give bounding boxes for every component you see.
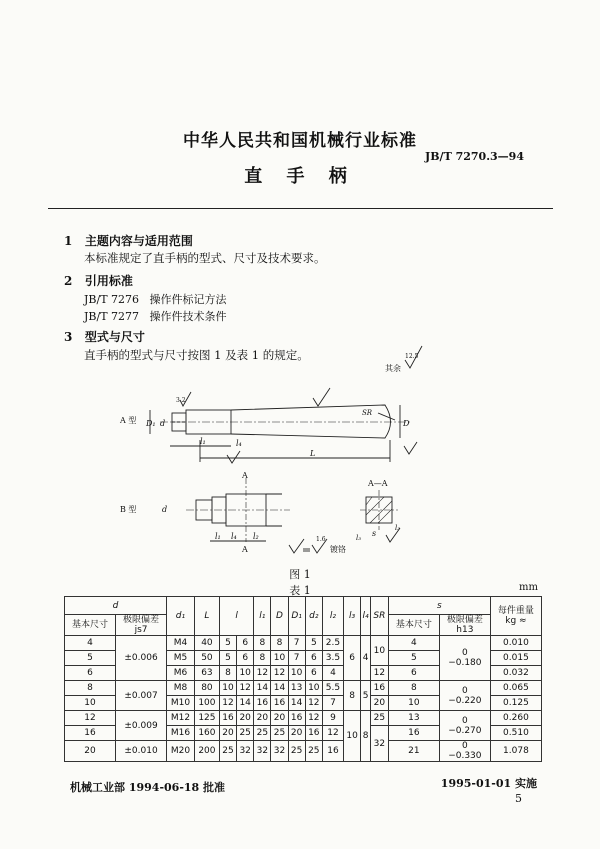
table-cell: 13 bbox=[388, 711, 439, 726]
table-cell: 5 bbox=[361, 681, 371, 711]
table-cell: 9 bbox=[322, 711, 343, 726]
table-cell: 12 bbox=[305, 711, 322, 726]
table-cell: 5 bbox=[305, 636, 322, 651]
table-cell: 32 bbox=[271, 741, 288, 762]
table-cell: 12 bbox=[322, 726, 343, 741]
table-cell: 8 bbox=[254, 636, 271, 651]
section-2-heading: 2 引用标准 bbox=[64, 274, 133, 288]
table-unit: mm bbox=[519, 582, 538, 593]
table-cell: 5 bbox=[219, 636, 236, 651]
table-cell: 16 bbox=[370, 681, 388, 696]
table-cell: M8 bbox=[167, 681, 195, 696]
table-cell: 0.015 bbox=[490, 651, 541, 666]
table-cell: 8 bbox=[388, 681, 439, 696]
table-cell: 8 bbox=[271, 636, 288, 651]
th-D1: D₁ bbox=[288, 597, 305, 636]
table-cell: 3.5 bbox=[322, 651, 343, 666]
table-cell: 200 bbox=[194, 741, 219, 762]
table-cell: 12 bbox=[237, 681, 254, 696]
table-cell: 2.5 bbox=[322, 636, 343, 651]
table-cell: 16 bbox=[219, 711, 236, 726]
th-s: s bbox=[388, 597, 490, 615]
table-cell: 0 −0.330 bbox=[439, 741, 490, 762]
table-cell: 50 bbox=[194, 651, 219, 666]
table-cell: 7 bbox=[322, 696, 343, 711]
rough-value-other: 12.5 bbox=[405, 353, 419, 360]
th-s-base: 基本尺寸 bbox=[388, 615, 439, 636]
dim-l3: l₃ bbox=[356, 534, 362, 542]
table-cell: 80 bbox=[194, 681, 219, 696]
table-cell: 8 bbox=[65, 681, 116, 696]
table-cell: M10 bbox=[167, 696, 195, 711]
th-l4: l₄ bbox=[361, 597, 371, 636]
th-L: L bbox=[194, 597, 219, 636]
plating-label: 镀铬 bbox=[330, 545, 346, 554]
th-weight: 每件重量 kg ≈ bbox=[490, 597, 541, 636]
sr-leader bbox=[378, 413, 395, 420]
section-3-heading: 3 型式与尺寸 bbox=[64, 330, 145, 344]
table-cell: ±0.006 bbox=[116, 636, 167, 681]
table-cell: 5 bbox=[219, 651, 236, 666]
dim-d: d bbox=[160, 419, 166, 428]
th-d-dev: 极限偏差 js7 bbox=[116, 615, 167, 636]
th-D: D bbox=[271, 597, 288, 636]
dim-l1-b: l₁ bbox=[215, 532, 221, 541]
label-type-b: B 型 bbox=[120, 505, 137, 514]
th-d: d bbox=[65, 597, 167, 615]
th-d2: d₂ bbox=[305, 597, 322, 636]
dim-s: s bbox=[372, 529, 377, 538]
table-cell: 32 bbox=[254, 741, 271, 762]
table-cell: 6 bbox=[237, 651, 254, 666]
page-number: 5 bbox=[515, 792, 522, 805]
table-cell: 20 bbox=[288, 726, 305, 741]
table-cell: M5 bbox=[167, 651, 195, 666]
table-cell: 16 bbox=[305, 726, 322, 741]
table-cell: 4 bbox=[361, 636, 371, 681]
table-cell: 12 bbox=[370, 666, 388, 681]
table-cell: 13 bbox=[288, 681, 305, 696]
approval-line: 机械工业部 1994-06-18 批准 bbox=[70, 781, 226, 794]
table-cell: 20 bbox=[219, 726, 236, 741]
table-cell: 5.5 bbox=[322, 681, 343, 696]
table-cell: 25 bbox=[288, 741, 305, 762]
table-cell: M20 bbox=[167, 741, 195, 762]
table-cell: 10 bbox=[288, 666, 305, 681]
table-cell: 20 bbox=[65, 741, 116, 762]
table-cell: 125 bbox=[194, 711, 219, 726]
table-cell: 12 bbox=[254, 666, 271, 681]
table-cell: 10 bbox=[237, 666, 254, 681]
figure-caption: 图 1 bbox=[289, 568, 311, 581]
table-cell: 25 bbox=[370, 711, 388, 726]
dim-L: L bbox=[310, 449, 316, 458]
table-cell: 6 bbox=[305, 651, 322, 666]
th-l2: l₂ bbox=[322, 597, 343, 636]
table-cell: 4 bbox=[65, 636, 116, 651]
table-cell: 10 bbox=[65, 696, 116, 711]
table-cell: 16 bbox=[254, 696, 271, 711]
table-cell: 16 bbox=[65, 726, 116, 741]
dim-l1: l₁ bbox=[200, 437, 206, 446]
table-cell: M4 bbox=[167, 636, 195, 651]
table-cell: 0 −0.220 bbox=[439, 681, 490, 711]
table-cell: 12 bbox=[219, 696, 236, 711]
table-cell: 25 bbox=[254, 726, 271, 741]
rough-value-small: 3.2 bbox=[176, 397, 186, 404]
table-cell: 100 bbox=[194, 696, 219, 711]
table-cell: 16 bbox=[271, 696, 288, 711]
th-l: l bbox=[219, 597, 253, 636]
dim-D1: D₁ bbox=[146, 419, 156, 428]
table-cell: 20 bbox=[254, 711, 271, 726]
table-cell: 0 −0.270 bbox=[439, 711, 490, 741]
table-cell: 6 bbox=[388, 666, 439, 681]
table-cell: 10 bbox=[305, 681, 322, 696]
table-cell: 10 bbox=[271, 651, 288, 666]
table-cell: 10 bbox=[344, 711, 361, 762]
table-cell: 12 bbox=[65, 711, 116, 726]
th-l3: l₃ bbox=[344, 597, 361, 636]
reference-7277: JB/T 7277 操作件技术条件 bbox=[84, 310, 227, 323]
effective-line: 1995-01-01 实施 bbox=[440, 777, 537, 790]
section-title: A—A bbox=[368, 479, 388, 488]
standard-org-title: 中华人民共和国机械行业标准 bbox=[183, 131, 417, 151]
label-other: 其余 bbox=[385, 364, 401, 373]
table-cell: 25 bbox=[271, 726, 288, 741]
table-cell: 5 bbox=[388, 651, 439, 666]
table-caption: 表 1 bbox=[289, 584, 311, 597]
document-title: 直 手 柄 bbox=[244, 166, 356, 187]
table-cell: 1.078 bbox=[490, 741, 541, 762]
table-cell: ±0.007 bbox=[116, 681, 167, 711]
table-row bbox=[65, 711, 542, 726]
table-cell: 4 bbox=[322, 666, 343, 681]
table-cell: ±0.009 bbox=[116, 711, 167, 741]
table-cell: 0 −0.180 bbox=[439, 636, 490, 681]
table-row bbox=[65, 681, 542, 696]
dim-l4-b: l₄ bbox=[231, 532, 237, 541]
section-1-text: 本标准规定了直手柄的型式、尺寸及技术要求。 bbox=[84, 251, 326, 265]
table-cell: 10 bbox=[219, 681, 236, 696]
table-cell: 0.260 bbox=[490, 711, 541, 726]
table-cell: 40 bbox=[194, 636, 219, 651]
table-row bbox=[65, 741, 542, 762]
table-cell: ±0.010 bbox=[116, 741, 167, 762]
th-d-base: 基本尺寸 bbox=[65, 615, 116, 636]
table-cell: 16 bbox=[288, 711, 305, 726]
dim-SR: SR bbox=[362, 409, 373, 417]
table-cell: 8 bbox=[361, 711, 371, 762]
table-cell: 0.510 bbox=[490, 726, 541, 741]
standard-code: JB/T 7270.3—94 bbox=[425, 150, 524, 163]
dim-l4: l₄ bbox=[236, 439, 242, 448]
dim-D: D bbox=[403, 419, 410, 428]
th-d1: d₁ bbox=[167, 597, 195, 636]
table-cell: 32 bbox=[370, 726, 388, 762]
table-cell: 16 bbox=[388, 726, 439, 741]
table-cell: 20 bbox=[271, 711, 288, 726]
dim-l3-right: l₃ bbox=[395, 524, 401, 532]
table-cell: 0.010 bbox=[490, 636, 541, 651]
table-cell: 14 bbox=[237, 696, 254, 711]
table-cell: 14 bbox=[288, 696, 305, 711]
rough-value-plating: 1.6 bbox=[316, 536, 326, 543]
table-cell: M12 bbox=[167, 711, 195, 726]
table-cell: 8 bbox=[254, 651, 271, 666]
section-3-text: 直手柄的型式与尺寸按图 1 及表 1 的规定。 bbox=[84, 348, 309, 362]
dim-l2-b: l₂ bbox=[253, 532, 259, 541]
table-cell: 12 bbox=[305, 696, 322, 711]
table-cell: 6 bbox=[305, 666, 322, 681]
table-cell: 21 bbox=[388, 741, 439, 762]
table-cell: 4 bbox=[388, 636, 439, 651]
table-cell: 25 bbox=[219, 741, 236, 762]
table-cell: 63 bbox=[194, 666, 219, 681]
table-cell: 160 bbox=[194, 726, 219, 741]
table-cell: 14 bbox=[254, 681, 271, 696]
section-1-heading: 1 主题内容与适用范围 bbox=[64, 234, 193, 248]
table-cell: 5 bbox=[65, 651, 116, 666]
table-cell: 25 bbox=[237, 726, 254, 741]
table-cell: M6 bbox=[167, 666, 195, 681]
table-cell: 6 bbox=[65, 666, 116, 681]
table-cell: 16 bbox=[322, 741, 343, 762]
table-cell: 10 bbox=[370, 636, 388, 666]
table-cell: 10 bbox=[388, 696, 439, 711]
table-cell: 0.032 bbox=[490, 666, 541, 681]
table-cell: 7 bbox=[288, 651, 305, 666]
table-cell: 6 bbox=[237, 636, 254, 651]
table-cell: M16 bbox=[167, 726, 195, 741]
th-SR: SR bbox=[370, 597, 388, 636]
section-mark-top: A bbox=[242, 471, 248, 480]
roughness-symbol-body bbox=[313, 388, 330, 406]
spec-table bbox=[64, 596, 542, 762]
table-cell: 25 bbox=[305, 741, 322, 762]
table-cell: 0.125 bbox=[490, 696, 541, 711]
table-cell: 12 bbox=[271, 666, 288, 681]
table-cell: 20 bbox=[370, 696, 388, 711]
dim-d-b: d bbox=[162, 505, 168, 514]
th-l1: l₁ bbox=[254, 597, 271, 636]
table-cell: 0.065 bbox=[490, 681, 541, 696]
table-cell: 8 bbox=[344, 681, 361, 711]
section-mark-bottom: A bbox=[242, 545, 248, 554]
table-row bbox=[65, 636, 542, 651]
table-cell: 14 bbox=[271, 681, 288, 696]
table-cell: 6 bbox=[344, 636, 361, 681]
table-cell: 20 bbox=[237, 711, 254, 726]
table-cell: 7 bbox=[288, 636, 305, 651]
label-type-a: A 型 bbox=[120, 416, 137, 425]
reference-7276: JB/T 7276 操作件标记方法 bbox=[84, 293, 227, 306]
table-cell: 32 bbox=[237, 741, 254, 762]
table-cell: 8 bbox=[219, 666, 236, 681]
th-s-dev: 极限偏差 h13 bbox=[439, 615, 490, 636]
